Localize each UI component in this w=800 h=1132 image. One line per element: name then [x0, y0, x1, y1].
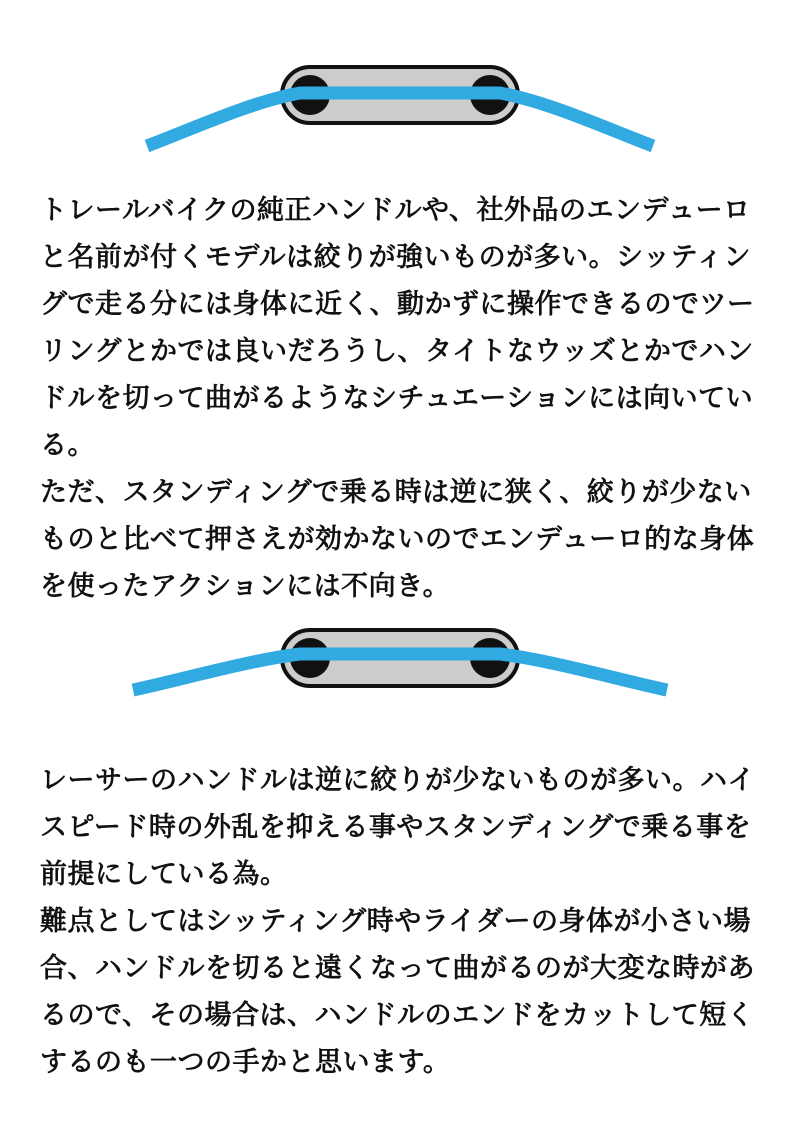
trail-handlebar-description: [40, 187, 770, 610]
racer-handlebar-description: [40, 757, 770, 1086]
paragraph: 難点としてはシッティング時やライダーの身体が小さい場合、ハンドルを切ると遠くなって曲がるのが大変な時があるので、その場合は、ハンドルのエンドをカットして短くするのも一つの手かと思います。: [40, 906, 755, 1078]
paragraph: トレールバイクの純正ハンドルや、社外品のエンデューロと名前が付くモデルは絞りが強いものが多い。シッティングで走る分には身体に近く、動かずに操作できるのでツーリングとかでは良いだろうし、タイトなウッズとかでハンドルを切って曲がるようなシチュエーションには向いている。: [40, 195, 755, 461]
handlebar-diagram-low-sweep: [0, 610, 800, 740]
paragraph: ただ、スタンディングで乗る時は逆に狭く、絞りが少ないものと比べて押さえが効かないのでエンデューロ的な身体を使ったアクションには不向き。: [40, 477, 755, 602]
paragraph: レーサーのハンドルは逆に絞りが少ないものが多い。ハイスピード時の外乱を抑える事やスタンディングで乗る事を前提にしている為。: [40, 765, 755, 890]
handlebar-diagram-svg: [0, 610, 800, 740]
handlebar-diagram-high-sweep: [0, 40, 800, 180]
handlebar-diagram-svg: [0, 40, 800, 180]
